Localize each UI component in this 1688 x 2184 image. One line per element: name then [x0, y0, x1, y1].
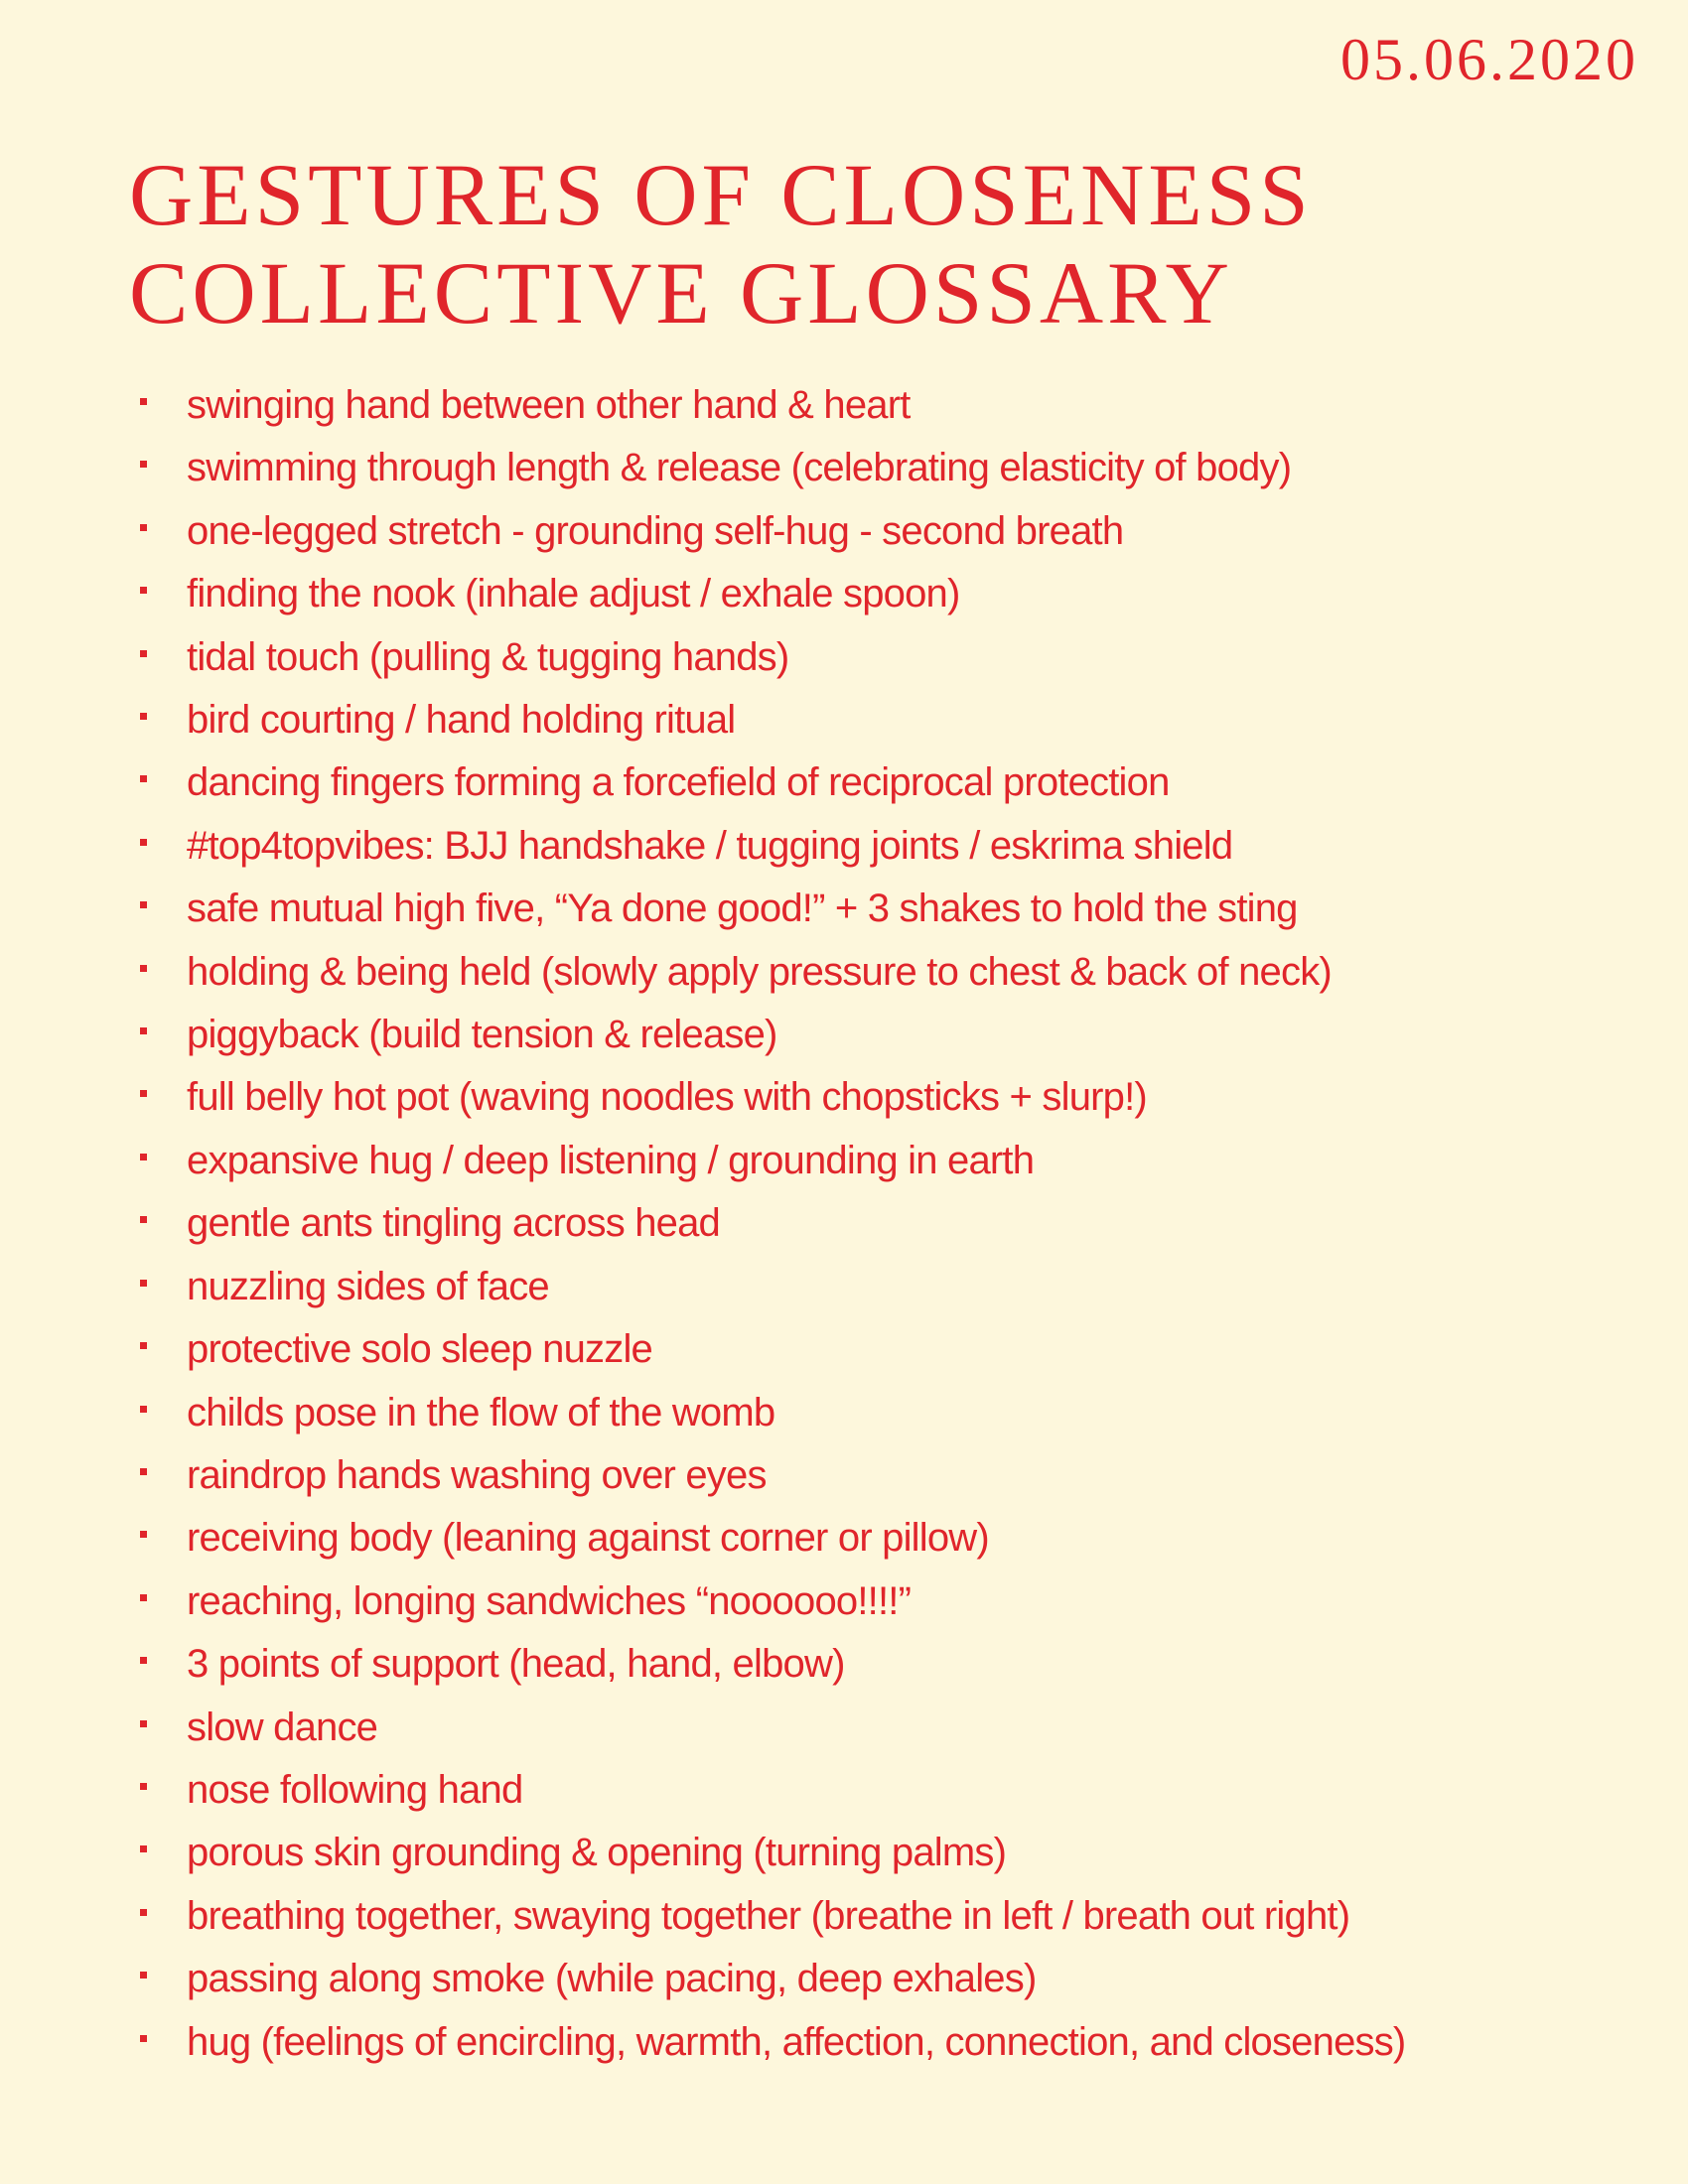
- list-item-text: reaching, longing sandwiches “noooooo!!!!”: [187, 1578, 912, 1623]
- bullet-icon: [140, 650, 147, 657]
- page-title: [129, 147, 1313, 343]
- title-line-2: COLLECTIVE GLOSSARY: [129, 245, 1233, 342]
- list-item: [129, 563, 1405, 625]
- list-item-text: swimming through length & release (celebrating elasticity of body): [187, 446, 1292, 490]
- list-item: [129, 1444, 1405, 1507]
- title-line-1: GESTURES OF CLOSENESS: [129, 147, 1313, 244]
- list-item-text: passing along smoke (while pacing, deep exhales): [187, 1957, 1037, 2001]
- list-item-text: breathing together, swaying together (breathe in left / breath out right): [187, 1893, 1350, 1938]
- list-item: [129, 1382, 1405, 1444]
- list-item-text: gentle ants tingling across head: [187, 1201, 720, 1246]
- list-item-text: safe mutual high five, “Ya done good!” + 3 shakes to hold the sting: [187, 887, 1298, 931]
- list-item: [129, 1759, 1405, 1822]
- bullet-icon: [140, 713, 147, 720]
- bullet-icon: [140, 1845, 147, 1852]
- list-item-text: nose following hand: [187, 1767, 523, 1812]
- list-item-text: nuzzling sides of face: [187, 1264, 549, 1308]
- bullet-icon: [140, 1154, 147, 1160]
- bullet-icon: [140, 398, 147, 405]
- bullet-icon: [140, 1280, 147, 1287]
- list-item: [129, 1570, 1405, 1633]
- bullet-icon: [140, 1972, 147, 1979]
- list-item-text: protective solo sleep nuzzle: [187, 1327, 652, 1372]
- list-item: [129, 626, 1405, 689]
- list-item-text: childs pose in the flow of the womb: [187, 1390, 775, 1434]
- bullet-icon: [140, 965, 147, 972]
- bullet-icon: [140, 1909, 147, 1916]
- list-item: [129, 1885, 1405, 1948]
- list-item: [129, 689, 1405, 751]
- bullet-icon: [140, 1342, 147, 1349]
- list-item-text: #top4topvibes: BJJ handshake / tugging joints / eskrima shield: [187, 823, 1233, 868]
- bullet-icon: [140, 1027, 147, 1034]
- list-item-text: dancing fingers forming a forcefield of reciprocal protection: [187, 760, 1170, 805]
- list-item-text: finding the nook (inhale adjust / exhale spoon): [187, 572, 960, 616]
- bullet-icon: [140, 1406, 147, 1413]
- bullet-icon: [140, 524, 147, 531]
- list-item: [129, 941, 1405, 1004]
- list-item-text: receiving body (leaning against corner or pillow): [187, 1516, 989, 1561]
- list-item: [129, 1318, 1405, 1381]
- list-item: [129, 437, 1405, 499]
- bullet-icon: [140, 1720, 147, 1727]
- list-item-text: slow dance: [187, 1705, 378, 1749]
- list-item-text: bird courting / hand holding ritual: [187, 698, 736, 743]
- bullet-icon: [140, 1657, 147, 1664]
- list-item: [129, 500, 1405, 563]
- list-item: [129, 2011, 1405, 2074]
- list-item-text: porous skin grounding & opening (turning palms): [187, 1831, 1007, 1875]
- list-item: [129, 878, 1405, 940]
- bullet-icon: [140, 1531, 147, 1538]
- list-item-text: tidal touch (pulling & tugging hands): [187, 634, 789, 679]
- list-item: [129, 374, 1405, 437]
- bullet-icon: [140, 839, 147, 846]
- list-item-text: swinging hand between other hand & heart: [187, 383, 911, 427]
- bullet-icon: [140, 2035, 147, 2042]
- list-item-text: piggyback (build tension & release): [187, 1013, 777, 1057]
- bullet-icon: [140, 1594, 147, 1601]
- bullet-icon: [140, 1783, 147, 1790]
- list-item-text: 3 points of support (head, hand, elbow): [187, 1642, 845, 1687]
- bullet-icon: [140, 1090, 147, 1097]
- list-item: [129, 1633, 1405, 1696]
- list-item-text: one-legged stretch - grounding self-hug - second breath: [187, 508, 1124, 553]
- bullet-icon: [140, 901, 147, 908]
- list-item: [129, 1822, 1405, 1884]
- list-item: [129, 815, 1405, 878]
- list-item-text: full belly hot pot (waving noodles with chopsticks + slurp!): [187, 1075, 1147, 1120]
- list-item: [129, 1192, 1405, 1255]
- bullet-icon: [140, 461, 147, 468]
- list-item: [129, 1004, 1405, 1066]
- list-item-text: hug (feelings of encircling, warmth, affection, connection, and closeness): [187, 2019, 1406, 2064]
- glossary-list: [129, 374, 1405, 2074]
- list-item: [129, 1507, 1405, 1570]
- bullet-icon: [140, 587, 147, 594]
- list-item-text: expansive hug / deep listening / grounding in earth: [187, 1138, 1035, 1182]
- list-item: [129, 1256, 1405, 1318]
- list-item: [129, 751, 1405, 814]
- list-item-text: raindrop hands washing over eyes: [187, 1452, 767, 1497]
- date: 05.06.2020: [1340, 27, 1638, 92]
- list-item: [129, 1066, 1405, 1129]
- list-item-text: holding & being held (slowly apply pressure to chest & back of neck): [187, 949, 1332, 994]
- list-item: [129, 1697, 1405, 1759]
- bullet-icon: [140, 1216, 147, 1223]
- bullet-icon: [140, 1468, 147, 1475]
- list-item: [129, 1130, 1405, 1192]
- list-item: [129, 1948, 1405, 2010]
- bullet-icon: [140, 775, 147, 782]
